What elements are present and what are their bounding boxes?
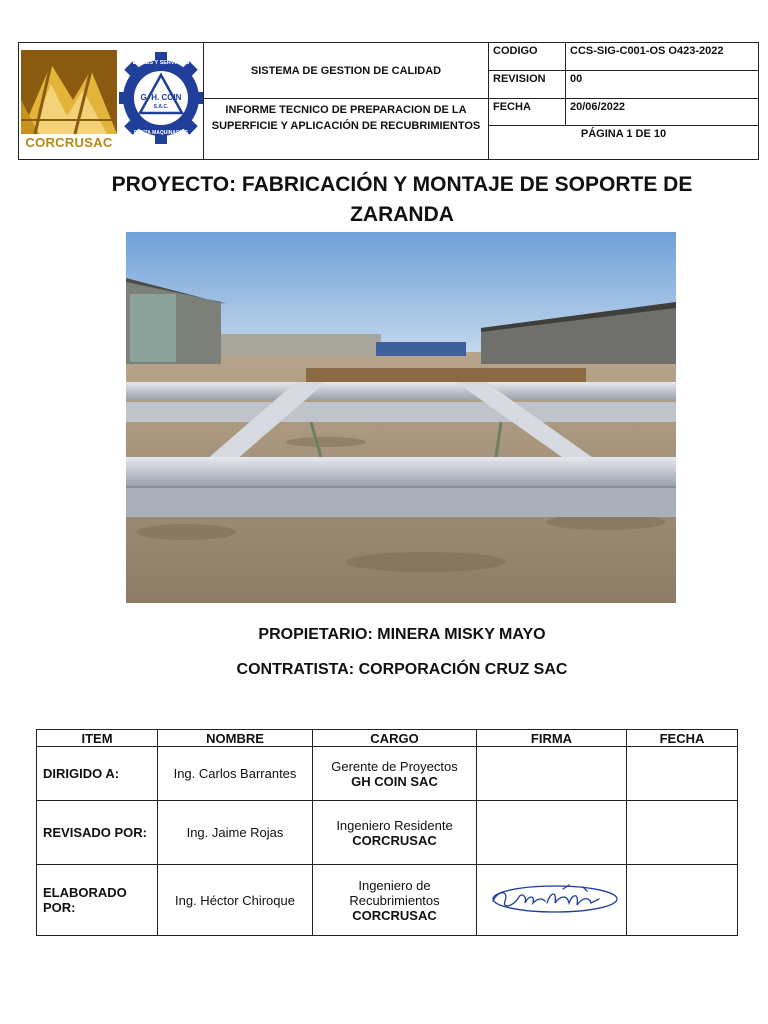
row-cargo-title: Gerente de Proyectos <box>331 758 458 774</box>
gh-coin-gear-logo <box>119 52 203 148</box>
project-title: PROYECTO: FABRICACIÓN Y MONTAJE DE SOPORTE DE ZARANDA <box>111 173 693 226</box>
handwritten-signature <box>483 879 619 919</box>
table-row <box>37 865 738 936</box>
table-row <box>37 801 738 865</box>
quality-system-cell: SISTEMA DE GESTION DE CALIDAD <box>204 43 489 99</box>
header-nombre: NOMBRE <box>158 730 313 747</box>
row-nombre: Ing. Carlos Barrantes <box>158 747 313 801</box>
document-header-table <box>18 42 759 160</box>
row-item: DIRIGIDO A: <box>37 747 158 801</box>
contractor-line: CONTRATISTA: CORPORACIÓN CRUZ SAC <box>236 661 568 678</box>
row-fecha <box>627 865 738 936</box>
row-nombre: Ing. Jaime Rojas <box>158 801 313 865</box>
fecha-label: FECHA <box>489 99 566 126</box>
header-cargo: CARGO <box>313 730 477 747</box>
header-fecha: FECHA <box>627 730 738 747</box>
gh-coin-center-text: G. H. COIN <box>140 92 182 102</box>
revision-value: 00 <box>566 71 759 99</box>
codigo-label: CODIGO <box>489 43 566 71</box>
logos-cell <box>19 43 204 160</box>
fecha-value: 20/06/2022 <box>566 99 759 126</box>
steel-frame-site-photo <box>126 232 676 603</box>
row-cargo-title: Ingeniero de Recubrimientos <box>349 877 440 908</box>
row-nombre: Ing. Héctor Chiroque <box>158 865 313 936</box>
table-row <box>37 747 738 801</box>
row-cargo <box>313 747 477 801</box>
header-firma: FIRMA <box>477 730 627 747</box>
gh-coin-sub-text: S.A.C. <box>153 103 169 110</box>
report-title-cell: INFORME TECNICO DE PREPARACION DE LA SUPERFICIE Y APLICACIÓN DE RECUBRIMIENTOS <box>204 99 489 160</box>
row-item: ELABORADO POR: <box>37 865 158 936</box>
row-firma <box>477 747 627 801</box>
row-cargo-title: Ingeniero Residente <box>336 817 453 833</box>
approval-table <box>36 729 738 936</box>
row-item: REVISADO POR: <box>37 801 158 865</box>
codigo-value: CCS-SIG-C001-OS O423-2022 <box>566 43 759 71</box>
row-cargo-company: CORCRUSAC <box>352 907 437 923</box>
row-cargo-company: GH COIN SAC <box>351 773 438 789</box>
row-cargo <box>313 865 477 936</box>
header-item: ITEM <box>37 730 158 747</box>
gh-coin-ring-top-text: BIENES Y SERVICIOS <box>132 59 190 66</box>
row-cargo <box>313 801 477 865</box>
owner-line: PROPIETARIO: MINERA MISKY MAYO <box>258 626 546 643</box>
row-cargo-company: CORCRUSAC <box>352 832 437 848</box>
row-firma <box>477 865 627 936</box>
row-firma <box>477 801 627 865</box>
row-fecha <box>627 801 738 865</box>
row-fecha <box>627 747 738 801</box>
gh-coin-ring-bottom-text: RENTA MAQUINARIAS <box>134 129 188 136</box>
page-number: PÁGINA 1 DE 10 <box>489 126 759 160</box>
corcrusac-logo-text: CORCRUSAC <box>25 134 113 150</box>
revision-label: REVISION <box>489 71 566 99</box>
